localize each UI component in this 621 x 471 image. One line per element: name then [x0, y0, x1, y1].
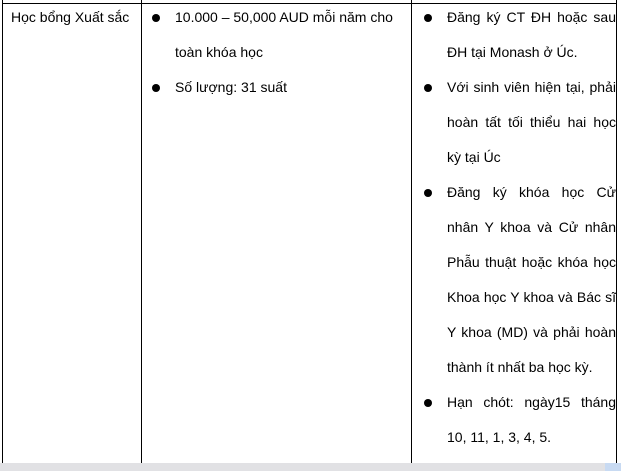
- bullet-text: Đăng ký khóa học Cử nhân Y khoa và Cử nhân Phẫu thuật hoặc khóa học Khoa học Y khoa và Bác sĩ Y khoa (MD) và phải hoàn thành ít nhất ba học kỳ.: [447, 184, 616, 375]
- bullet-icon: [424, 399, 432, 407]
- bullet-icon: [152, 14, 160, 22]
- cell-scholarship-criteria: [411, 0, 617, 455]
- horizontal-scrollbar-thumb[interactable]: [605, 463, 621, 471]
- cell-scholarship-value: [141, 0, 411, 105]
- table-border-left: [2, 0, 3, 463]
- bullet-text: Đăng ký CT ĐH hoặc sau ĐH tại Monash ở Úc.: [447, 9, 616, 60]
- bullet-icon: [424, 14, 432, 22]
- horizontal-scrollbar-track[interactable]: [0, 463, 621, 471]
- list-item: [141, 0, 411, 70]
- list-item: [411, 385, 617, 455]
- bullet-icon: [152, 84, 160, 92]
- list-item: [141, 70, 411, 105]
- bullet-icon: [424, 84, 432, 92]
- scholarship-name-text: Học bổng Xuất sắc: [11, 9, 130, 25]
- bullet-icon: [424, 189, 432, 197]
- bullet-text: 10.000 – 50,000 AUD mỗi năm cho toàn khóa học: [175, 9, 393, 60]
- bullet-text: Với sinh viên hiện tại, phải hoàn tất tối thiểu hai học kỳ tại Úc: [447, 79, 616, 165]
- list-item: [411, 0, 617, 70]
- bullet-text: Hạn chót: ngày15 tháng 10, 11, 1, 3, 4, 5.: [447, 394, 616, 445]
- list-item: [411, 70, 617, 175]
- cell-scholarship-name: [2, 0, 141, 35]
- bullet-text: Số lượng: 31 suất: [175, 79, 287, 95]
- list-item: [411, 175, 617, 385]
